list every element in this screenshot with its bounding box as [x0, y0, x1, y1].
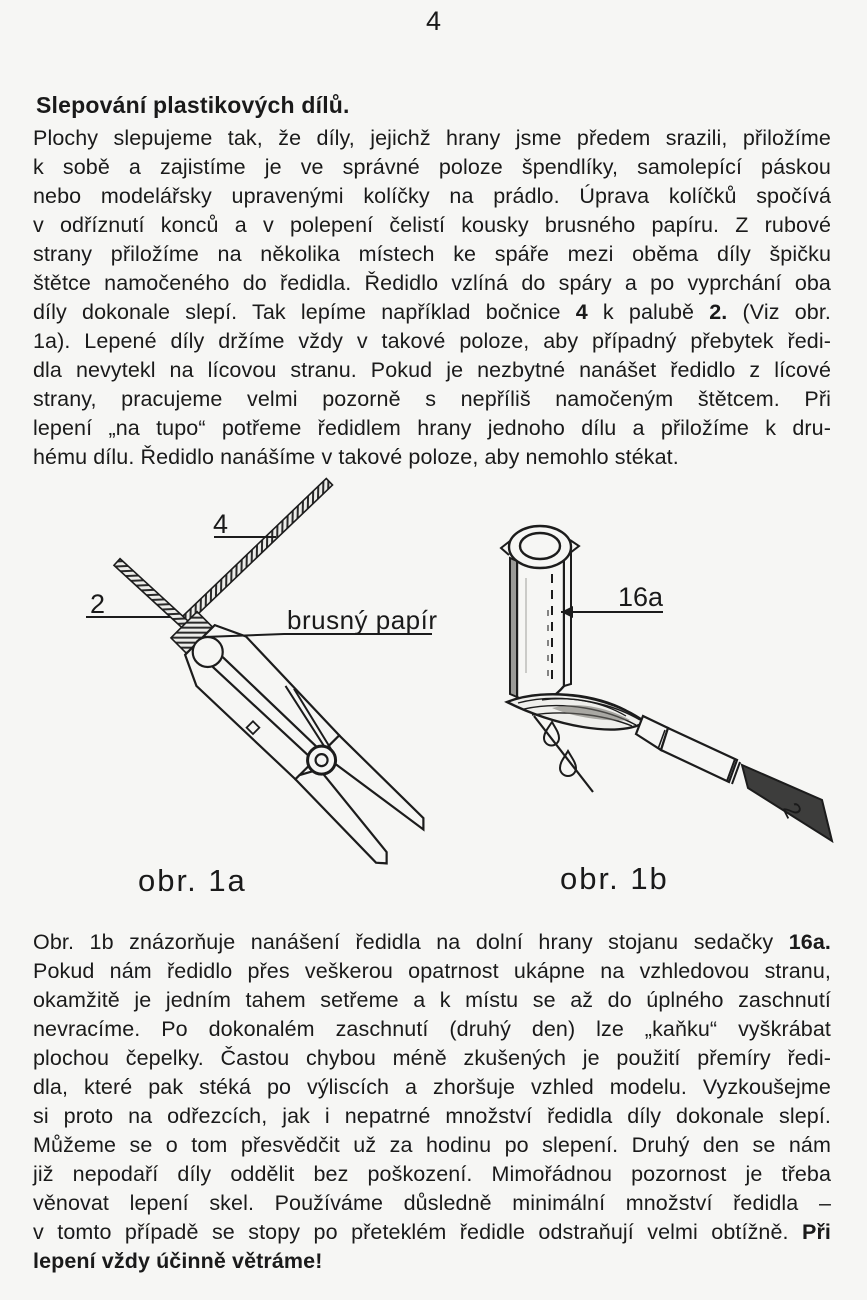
- text-line: štětce namočeného do ředidla. Ředidlo vzlíná do spáry a po vyprchání oba: [33, 271, 831, 295]
- text-line: lepení „na tupo“ potřeme ředidlem hrany jednoho dílu a přiložíme k dru-: [33, 416, 831, 440]
- paragraph-1: [33, 124, 831, 472]
- text-line: strany, pracujeme velmi pozorně s nepříliš namočeným štětcem. Při: [33, 387, 831, 411]
- brush-handle: [661, 728, 737, 782]
- text-line: nevracíme. Po dokonalém zaschnutí (druhý den) lze „kaňku“ vyškrábat: [33, 1017, 831, 1041]
- text-line: Můžeme se o tom přesvědčit už za hodinu po slepení. Druhý den se nám: [33, 1133, 831, 1157]
- brush-handle-end: [742, 765, 832, 841]
- text-line: dla, které pak stéká po výliscích a zhoršuje vzhled modelu. Vyzkoušejme: [33, 1075, 831, 1099]
- text-line: díly dokonale slepí. Tak lepíme například bočnice 4 k palubě 2. (Viz obr.: [33, 300, 832, 324]
- text-line: 1a). Lepené díly držíme vždy v takové poloze, aby případný přebytek ředi-: [33, 329, 831, 353]
- text-line: k sobě a zajistíme je ve správné poloze špendlíky, samolepící páskou: [33, 155, 831, 179]
- text-line: v odříznutí konců a v polepení čelistí kousky brusného papíru. Z rubové: [33, 213, 831, 237]
- tube-right-flange: [564, 553, 571, 686]
- figure-1a-caption: obr. 1a: [138, 863, 247, 898]
- clothespin-upper-tail: [322, 735, 429, 842]
- droplet-icon: [560, 751, 576, 776]
- paragraph-2: [33, 928, 831, 1276]
- text-line: v tomto případě se stopy po přeteklém ředidle odstraňují velmi obtížně. Při: [33, 1220, 831, 1244]
- text-line: dla nevytekl na lícovou stranu. Pokud je nezbytné nanášet ředidlo z lícové: [33, 358, 831, 382]
- figure-part-label-4: 4: [213, 509, 229, 539]
- figure-1b: [460, 470, 865, 915]
- text-line: lepení vždy účinně větráme!: [33, 1249, 323, 1273]
- section-heading: Slepování plastikových dílů.: [36, 92, 350, 118]
- brush-size-number: 2: [776, 798, 807, 823]
- figure-1a: [30, 470, 470, 915]
- droplet-icon: [544, 722, 559, 746]
- text-line: věnovat lepení skel. Používáme důsledně minimální množství ředidla –: [33, 1191, 831, 1215]
- figure-part-label-16a: 16a: [618, 582, 664, 612]
- text-line: již nepodaří díly oddělit bez poškození. Mimořádnou pozornost je třeba: [33, 1162, 831, 1186]
- text-line: Plochy slepujeme tak, že díly, jejichž hrany jsme předem srazili, přiložíme: [33, 126, 831, 150]
- text-line: okamžitě je jedním tahem setřeme a k místu se až do úplného zaschnutí: [33, 988, 831, 1012]
- text-line: Obr. 1b znázorňuje nanášení ředidla na dolní hrany stojanu sedačky 16a.: [33, 930, 831, 954]
- tube-opening: [520, 533, 560, 559]
- clothespin-drawing: [160, 600, 432, 872]
- text-line: strany přiložíme na několika místech ke spáře mezi oběma díly špičku: [33, 242, 831, 266]
- text-line: Pokud nám ředidlo přes veškerou opatrnost ukápne na vzhledovou stranu,: [33, 959, 831, 983]
- text-line: nebo modelářsky upravenými kolíčky na prádlo. Úprava kolíčků spočívá: [33, 184, 831, 208]
- text-line: hému dílu. Ředidlo nanášíme v takové poloze, aby nemohlo stékat.: [33, 445, 679, 469]
- page-number: 4: [425, 6, 442, 36]
- text-line: si proto na odřezcích, jak i nepatrné množství ředidla díly dokonale slepí.: [33, 1104, 831, 1128]
- figure-part-label-2: 2: [90, 589, 106, 619]
- tube-left-flange: [510, 558, 517, 697]
- figure-1b-caption: obr. 1b: [560, 861, 669, 896]
- sandpaper-label: brusný papír: [287, 605, 438, 635]
- text-line: plochou čepelky. Častou chybou méně zkušených je použití přemíry ředi-: [33, 1046, 831, 1070]
